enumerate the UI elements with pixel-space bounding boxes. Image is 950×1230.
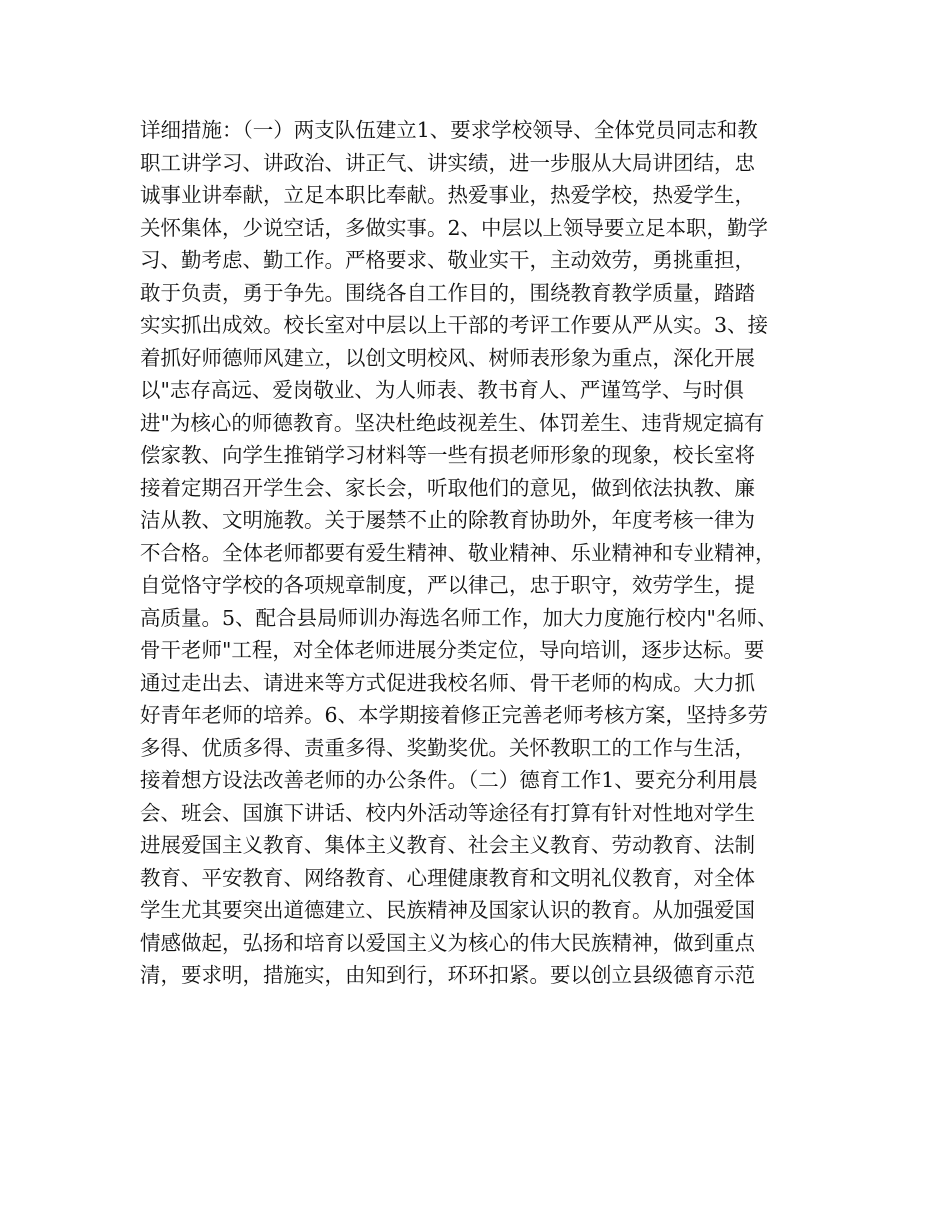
- text-line: 骨干老师"工程，对全体老师进展分类定位，导向培训，逐步达标。要: [140, 638, 765, 662]
- text-line: 多得、优质多得、责重多得、奖勤奖优。关怀教职工的工作与生活，: [140, 735, 755, 760]
- text-line: 洁从教、文明施教。关于屡禁不止的除教育协助外，年度考核一律为: [140, 508, 755, 532]
- text-line: 偿家教、向学生推销学习材料等一些有损老师形象的现象，校长室将: [140, 443, 755, 467]
- text-line: 诚事业讲奉献，立足本职比奉献。热爱事业，热爱学校，热爱学生，: [140, 183, 755, 207]
- text-line: 详细措施：（一）两支队伍建立1、要求学校领导、全体党员同志和教: [140, 118, 758, 142]
- text-line: 职工讲学习、讲政治、讲正气、讲实绩，进一步服从大局讲团结，忠: [140, 150, 755, 175]
- text-line: 会、班会、国旗下讲话、校内外活动等途径有打算有针对性地对学生: [140, 800, 755, 825]
- text-line: 实实抓出成效。校长室对中层以上干部的考评工作要从严从实。3、接: [140, 313, 769, 337]
- text-line: 好青年老师的培养。6、本学期接着修正完善老师考核方案，坚持多劳: [140, 703, 769, 727]
- text-line: 着抓好师德师风建立，以创文明校风、树师表形象为重点，深化开展: [140, 345, 755, 370]
- text-line: 通过走出去、请进来等方式促进我校名师、骨干老师的构成。大力抓: [140, 670, 755, 695]
- text-line: 自觉恪守学校的各项规章制度，严以律己，忠于职守，效劳学生，提: [140, 573, 755, 597]
- text-line: 学生尤其要突出道德建立、民族精神及国家认识的教育。从加强爱国: [140, 898, 755, 922]
- text-line: 进"为核心的师德教育。坚决杜绝歧视差生、体罚差生、违背规定搞有: [140, 410, 765, 435]
- text-line: 敢于负责，勇于争先。围绕各自工作目的，围绕教育教学质量，踏踏: [140, 280, 755, 305]
- text-line: 进展爱国主义教育、集体主义教育、社会主义教育、劳动教育、法制: [140, 833, 755, 857]
- text-line: 情感做起，弘扬和培育以爱国主义为核心的伟大民族精神，做到重点: [140, 930, 755, 955]
- text-line: 接着想方设法改善老师的办公条件。（二）德育工作1、要充分利用晨: [140, 768, 758, 792]
- text-line: 高质量。5、配合县局师训办海选名师工作，加大力度施行校内"名师、: [140, 605, 778, 630]
- text-line: 教育、平安教育、网络教育、心理健康教育和文明礼仪教育，对全体: [140, 865, 755, 890]
- text-line: 清，要求明，措施实，由知到行，环环扣紧。要以创立县级德育示范: [140, 963, 755, 987]
- text-line: 不合格。全体老师都要有爱生精神、敬业精神、乐业精神和专业精神，: [140, 540, 776, 565]
- text-line: 习、勤考虑、勤工作。严格要求、敬业实干，主动效劳，勇挑重担，: [140, 248, 755, 272]
- text-line: 关怀集体，少说空话，多做实事。2、中层以上领导要立足本职，勤学: [140, 215, 769, 240]
- text-line: 以"志存高远、爱岗敬业、为人师表、教书育人、严谨笃学、与时俱: [140, 378, 744, 402]
- body-paragraph: [140, 114, 830, 992]
- text-line: 接着定期召开学生会、家长会，听取他们的意见，做到依法执教、廉: [140, 475, 755, 500]
